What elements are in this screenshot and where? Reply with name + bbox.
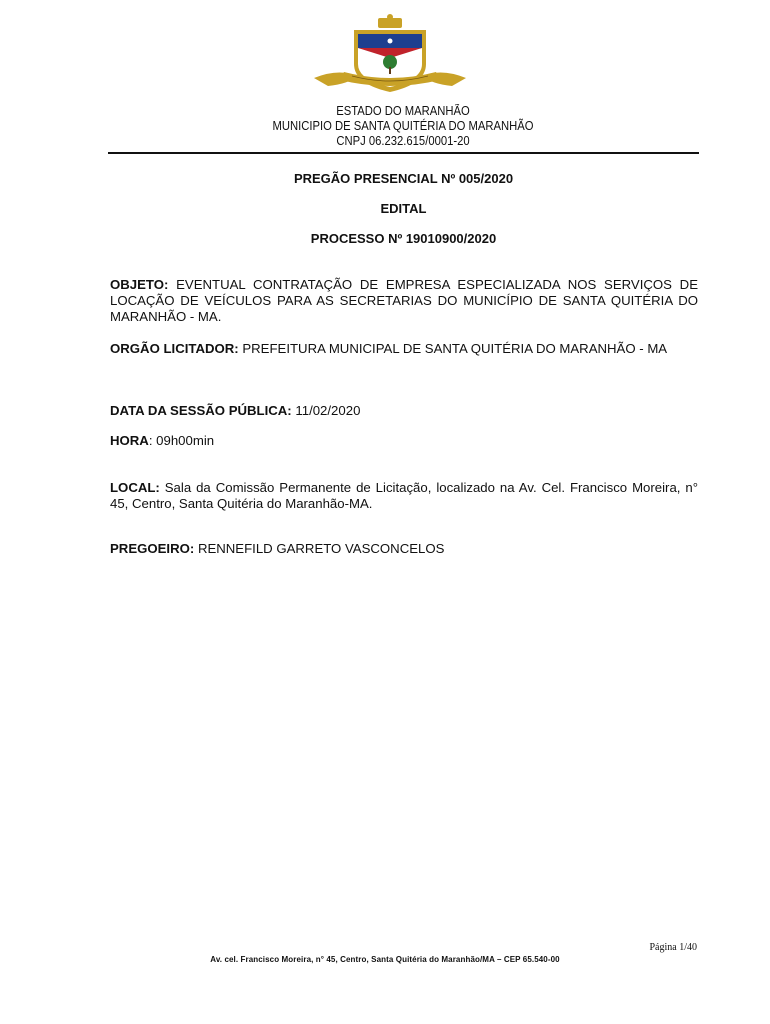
- hora-label: HORA: [110, 433, 149, 448]
- footer-address: Av. cel. Francisco Moreira, n° 45, Centro, Santa Quitéria do Maranhão/MA – CEP 65.540-00: [210, 955, 560, 964]
- tree-icon: [383, 55, 397, 69]
- pregoeiro-label: PREGOEIRO:: [110, 541, 195, 556]
- page-number: Página 1/40: [649, 942, 697, 953]
- municipal-coat-of-arms-logo: [308, 12, 472, 96]
- pregao-title: PREGÃO PRESENCIAL Nº 005/2020: [293, 171, 514, 186]
- header-state: ESTADO DO MARANHÃO: [336, 104, 470, 118]
- orgao-value: PREFEITURA MUNICIPAL DE SANTA QUITÉRIA DO MARANHÃO - MA: [242, 341, 668, 356]
- header-divider: [108, 152, 699, 154]
- crown-top: [387, 14, 393, 20]
- edital-title: EDITAL: [380, 201, 427, 216]
- local-label: LOCAL:: [110, 480, 160, 495]
- objeto-value: EVENTUAL CONTRATAÇÃO DE EMPRESA ESPECIALIZADA NOS SERVIÇOS DE LOCAÇÃO DE VEÍCULOS PARA AS SECRETARIAS DO MUNICÍPIO DE SANTA QUITÉRIA DO MARANHÃO - MA.: [110, 277, 698, 324]
- pregoeiro-paragraph: [110, 541, 698, 557]
- tree-trunk: [389, 67, 391, 74]
- objeto-paragraph: [110, 277, 698, 325]
- data-value: 11/02/2020: [295, 403, 361, 418]
- hora-paragraph: [110, 433, 698, 449]
- objeto-label: OBJETO:: [110, 277, 169, 292]
- header-cnpj: CNPJ 06.232.615/0001-20: [336, 134, 470, 148]
- pregoeiro-value: RENNEFILD GARRETO VASCONCELOS: [197, 541, 445, 556]
- document-header: [138, 104, 669, 149]
- star: [388, 39, 393, 44]
- data-label: DATA DA SESSÃO PÚBLICA:: [110, 403, 292, 418]
- hora-value: : 09h00min: [148, 433, 215, 448]
- local-value: Sala da Comissão Permanente de Licitação, localizado na Av. Cel. Francisco Moreira, n° 45, Centro, Santa Quitéria do Maranhão-MA.: [110, 480, 698, 511]
- orgao-label: ORGÃO LICITADOR:: [110, 341, 239, 356]
- data-paragraph: [110, 403, 698, 419]
- orgao-paragraph: [110, 341, 698, 357]
- processo-title: PROCESSO Nº 19010900/2020: [310, 231, 497, 246]
- local-paragraph: [110, 480, 698, 512]
- header-municipality: MUNICIPIO DE SANTA QUITÉRIA DO MARANHÃO: [272, 119, 534, 133]
